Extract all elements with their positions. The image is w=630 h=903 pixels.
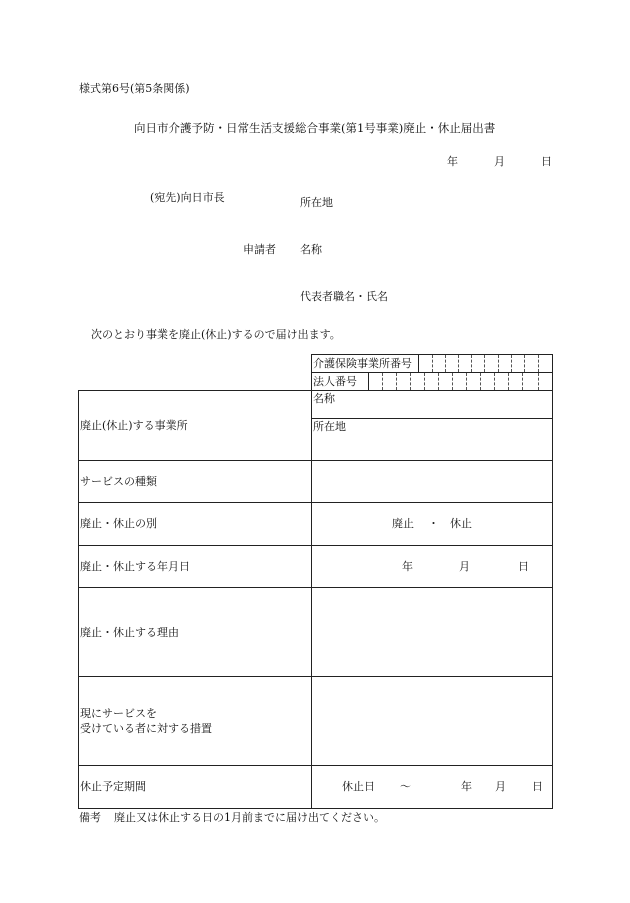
- office-number-label: 介護保険事業所番号: [313, 357, 412, 370]
- period-month: 月: [495, 780, 506, 793]
- period-day: 日: [532, 780, 543, 793]
- measures-label-line1: 現にサービスを: [80, 707, 157, 720]
- period-label: 休止予定期間: [80, 780, 146, 793]
- period-start-label: 休止日: [342, 780, 375, 793]
- office-row-label: 廃止(休止)する事業所: [80, 419, 188, 432]
- note-text: 廃止又は休止する日の1月前までに届け出てください。: [114, 811, 385, 824]
- date-month: 月: [494, 155, 505, 168]
- date-day: 日: [541, 155, 552, 168]
- period-tilde: 〜: [400, 780, 411, 793]
- option-suspend: 休止: [450, 517, 472, 530]
- option-abolish: 廃止: [392, 517, 414, 530]
- date-row-month: 月: [459, 560, 470, 573]
- reason-label: 廃止・休止する理由: [80, 626, 179, 639]
- applicant-label: 申請者: [243, 243, 276, 256]
- date-row-year: 年: [402, 560, 413, 573]
- intro-text: 次のとおり事業を廃止(休止)するので届け出ます。: [91, 328, 341, 341]
- date-row-day: 日: [518, 560, 529, 573]
- note-label: 備考: [79, 811, 101, 824]
- date-row-label: 廃止・休止する年月日: [80, 560, 190, 573]
- period-year: 年: [461, 780, 472, 793]
- option-separator: ・: [428, 517, 439, 530]
- applicant-representative-label: 代表者職名・氏名: [300, 290, 388, 303]
- office-address-label: 所在地: [313, 420, 346, 433]
- measures-label-line2: 受けている者に対する措置: [80, 722, 212, 735]
- corporate-number-label: 法人番号: [313, 375, 357, 388]
- form-number: 様式第6号(第5条関係): [79, 82, 190, 95]
- date-year: 年: [447, 155, 458, 168]
- office-name-label: 名称: [313, 392, 335, 405]
- service-type-label: サービスの種類: [80, 475, 157, 488]
- applicant-name-label: 名称: [300, 243, 322, 256]
- distinction-label: 廃止・休止の別: [80, 517, 157, 530]
- applicant-address-label: 所在地: [300, 196, 333, 209]
- form-title: 向日市介護予防・日常生活支援総合事業(第1号事業)廃止・休止届出書: [134, 121, 496, 135]
- addressee: (宛先)向日市長: [150, 191, 225, 204]
